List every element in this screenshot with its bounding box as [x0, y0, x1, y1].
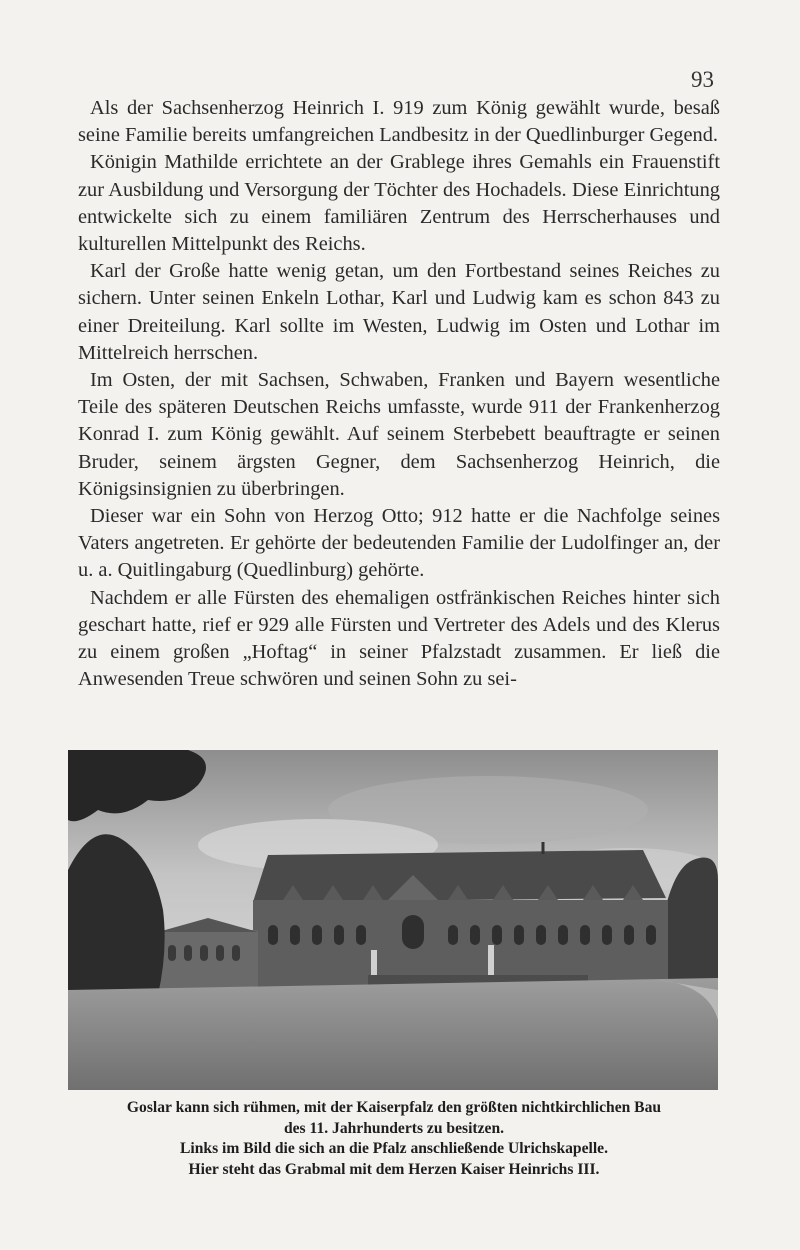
- caption-line: Hier steht das Grabmal mit dem Herzen Kaiser Heinrichs III.: [188, 1160, 600, 1178]
- kaiserpfalz-illustration: [68, 750, 718, 1090]
- paragraph: Dieser war ein Sohn von Herzog Otto; 912 hatte er die Nachfolge seines Vaters angetreten. Er gehörte der bedeutenden Familie der Ludolfinger an, der u. a. Quitlingaburg (Quedlinburg) gehörte.: [78, 505, 720, 582]
- statue: [488, 945, 494, 975]
- paragraph: Königin Mathilde errichtete an der Grablege ihres Gemahls ein Frauenstift zur Ausbildung und Versorgung der Töchter des Hochadels. Diese Einrichtung entwickelte sich zu einem familiären Zentrum des Herrscherhauses und kulturellen Mittelpunkt des Reichs.: [78, 151, 720, 256]
- page-number: 93: [691, 67, 714, 92]
- kaiserpfalz-photo: [68, 750, 718, 1090]
- caption-line: Links im Bild die sich an die Pfalz anschließende Ulrichskapelle.: [179, 1140, 608, 1157]
- caption-line: Goslar kann sich rühmen, mit der Kaiserpfalz den größten nichtkirchlichen Bau: [126, 1099, 662, 1116]
- paragraph: Karl der Große hatte wenig getan, um den Fortbestand seines Reiches zu sichern. Unter seinen Enkeln Lothar, Karl und Ludwig kam es schon 843 zu einer Dreiteilung. Karl sollte im Westen, Ludwig im Osten und Lothar im Mittelreich herrschen.: [78, 260, 720, 364]
- statue: [371, 950, 377, 975]
- caption-line: des 11. Jahrhunderts zu besitzen.: [283, 1119, 505, 1137]
- paragraph: Im Osten, der mit Sachsen, Schwaben, Franken und Bayern wesentliche Teile des späteren Deutschen Reichs umfasste, wurde 911 der Frankenherzog Konrad I. zum König gewählt. Auf seinem Sterbebett beauftragte er seinen Bruder, seinem ärgsten Gegner, dem Sachsenherzog Heinrich, die Königsinsignien zu überbringen.: [78, 369, 720, 500]
- figure-caption: [60, 1098, 728, 1180]
- body-text: [78, 95, 720, 693]
- paragraph: Nachdem er alle Fürsten des ehemaligen ostfränkischen Reiches hinter sich geschart hatte, rief er 929 alle Fürsten und Vertreter des Adels und des Klerus zu einem großen „Hoftag“ in seiner Pfalzstadt zusammen. Er ließ die Anwesenden Treue schwören und seinen Sohn zu sei-: [78, 586, 720, 691]
- forecourt: [68, 978, 718, 1090]
- paragraph: Als der Sachsenherzog Heinrich I. 919 zum König gewählt wurde, besaß seine Familie bereits umfangreichen Landbesitz in der Quedlinburger Gegend.: [78, 97, 720, 147]
